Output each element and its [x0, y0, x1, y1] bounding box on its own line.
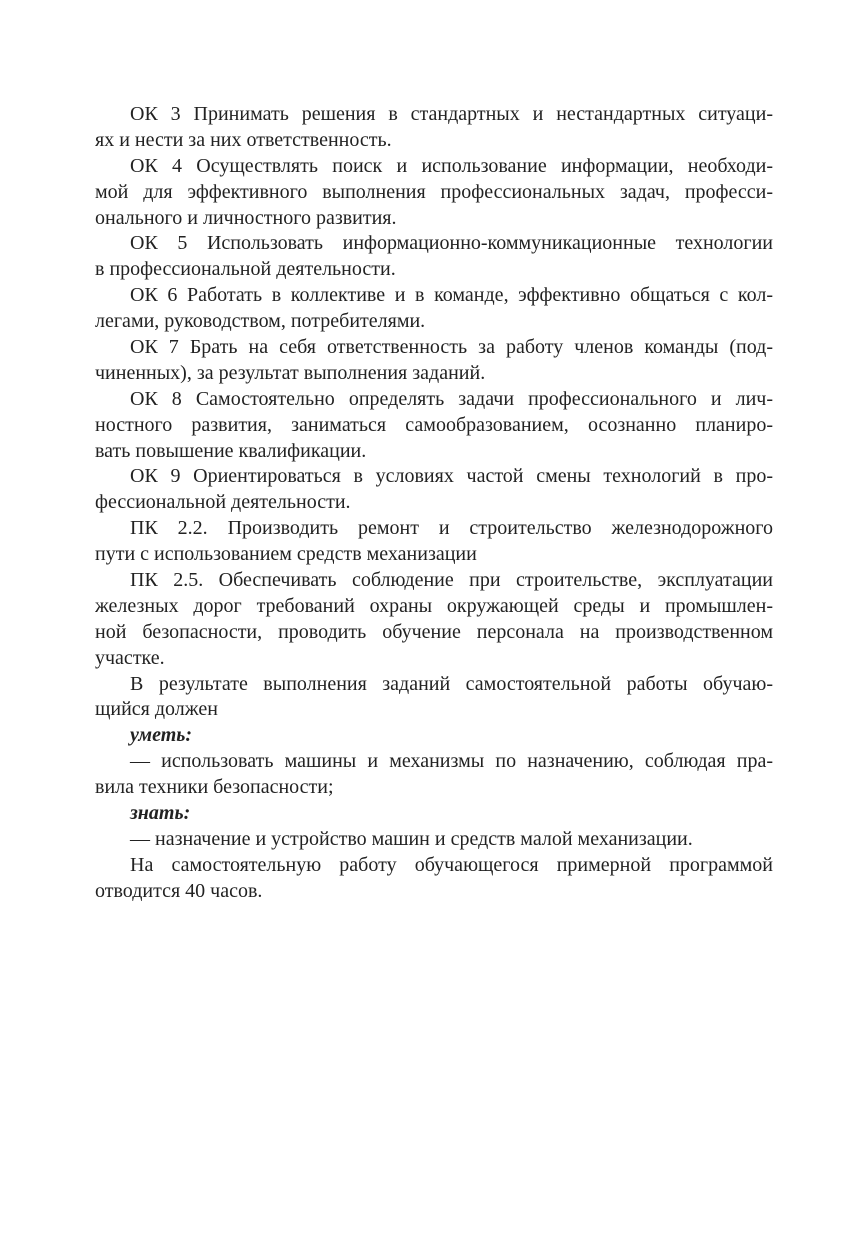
paragraph: [95, 516, 773, 568]
text-line: вать повышение квалификации.: [95, 439, 367, 462]
text-line: ях и нести за них ответственность.: [95, 128, 392, 151]
text-line: участке.: [95, 646, 165, 669]
text-line: легами, руководством, потребителями.: [95, 310, 426, 333]
paragraph: [95, 853, 773, 905]
paragraph: [95, 672, 773, 724]
text-line: щийся должен: [95, 698, 218, 721]
paragraph: [95, 568, 773, 672]
text-line: мой для эффективного выполнения профессиональных задач, професси-: [95, 180, 773, 203]
text-line: ОК 4 Осуществлять поиск и использование информации, необходи-: [130, 154, 773, 177]
text-line: ОК 8 Самостоятельно определять задачи профессионального и лич-: [130, 387, 773, 410]
section-heading: [95, 723, 773, 749]
text-line: ОК 6 Работать в коллективе и в команде, эффективно общаться с кол-: [130, 284, 773, 307]
text-line: ПК 2.2. Производить ремонт и строительство железнодорожного: [130, 517, 773, 540]
text-line: ОК 5 Использовать информационно-коммуникационные технологии: [130, 232, 773, 255]
text-line: отводится 40 часов.: [95, 879, 263, 902]
text-line: ОК 7 Брать на себя ответственность за работу членов команды (под-: [130, 336, 773, 359]
paragraph: [95, 387, 773, 465]
text-line: На самостоятельную работу обучающегося примерной программой: [130, 853, 773, 876]
paragraph: [95, 749, 773, 801]
paragraph: [95, 154, 773, 232]
text-line: — назначение и устройство машин и средств малой механизации.: [130, 827, 693, 850]
text-line: пути с использованием средств механизации: [95, 543, 477, 566]
text-line: ностного развития, заниматься самообразованием, осознанно планиро-: [95, 413, 773, 436]
text-line: вила техники безопасности;: [95, 776, 334, 799]
text-line: в профессиональной деятельности.: [95, 258, 396, 281]
text-line: ОК 3 Принимать решения в стандартных и нестандартных ситуаци-: [130, 103, 773, 125]
paragraph: [95, 464, 773, 516]
text-line: железных дорог требований охраны окружающей среды и промышлен-: [95, 594, 773, 617]
text-line: В результате выполнения заданий самостоятельной работы обучаю-: [130, 672, 773, 695]
text-line: фессиональной деятельности.: [95, 491, 351, 514]
paragraph: [95, 335, 773, 387]
section-heading: [95, 801, 773, 827]
paragraph: [95, 827, 773, 853]
text-line: уметь:: [130, 724, 193, 747]
text-line: чиненных), за результат выполнения заданий.: [95, 361, 486, 384]
text-line: онального и личностного развития.: [95, 206, 397, 229]
paragraph: [95, 283, 773, 335]
text-line: знать:: [130, 802, 191, 825]
paragraph: [95, 231, 773, 283]
paragraph: [95, 102, 773, 154]
text-line: ОК 9 Ориентироваться в условиях частой смены технологий в про-: [130, 465, 773, 488]
document-page: [95, 102, 773, 905]
text-line: ной безопасности, проводить обучение персонала на производственном: [95, 620, 773, 643]
text-line: — использовать машины и механизмы по назначению, соблюдая пра-: [130, 750, 773, 773]
text-line: ПК 2.5. Обеспечивать соблюдение при строительстве, эксплуатации: [130, 569, 773, 592]
